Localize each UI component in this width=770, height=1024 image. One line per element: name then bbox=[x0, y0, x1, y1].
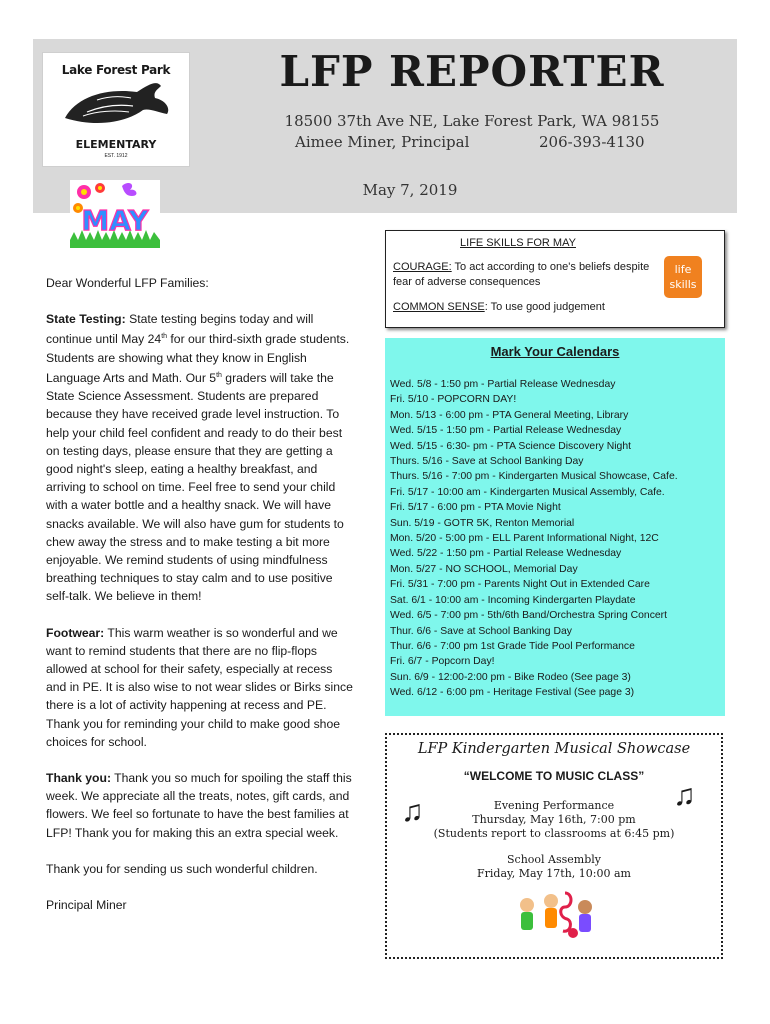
common-sense-definition bbox=[393, 300, 653, 315]
letter-greeting: Dear Wonderful LFP Families: bbox=[46, 276, 209, 290]
calendar-item: Thur. 6/6 - 7:00 pm 1st Grade Tide Pool Performance bbox=[390, 640, 635, 652]
evening-performance-date: Thursday, May 16th, 7:00 pm bbox=[472, 813, 636, 826]
state-testing-text-3: graders will take the State Science Assessment. Students are prepared because they have received grade level instruction. To help your child feel confident and ready to do their best on testing days, please ensure that they are getting a good night's sleep, eating a healthy breakfast, and arriving to school on time. Feel free to send your child with a water bottle and a healthy snack. We will have snacks available. We will also have gum for students to chew away the stress and to make testing a bit more enjoyable. We remind students of using mindfulness breathing techniques to stay calm and to use positive self-talk. We believe in them! bbox=[46, 370, 344, 604]
thank-you-text: Thank you so much for spoiling the staff this week. We appreciate all the treats, notes, gift cards, and flowers. We feel so fortunate to have the best families at LFP! Thank you for making this an extra special week. bbox=[46, 771, 352, 840]
life-skills-box bbox=[385, 230, 725, 328]
state-testing-paragraph bbox=[46, 310, 356, 605]
calendar-item: Sun. 5/19 - GOTR 5K, Renton Memorial bbox=[390, 517, 575, 529]
singing-kids-icon bbox=[513, 889, 603, 943]
calendar-title: Mark Your Calendars bbox=[490, 344, 620, 359]
school-logo bbox=[42, 52, 190, 167]
calendar-item: Thurs. 5/16 - 7:00 pm - Kindergarten Musical Showcase, Cafe. bbox=[390, 471, 678, 483]
calendar-item: Wed. 6/5 - 7:00 pm - 5th/6th Band/Orchestra Spring Concert bbox=[390, 610, 668, 622]
footwear-label: Footwear: bbox=[46, 625, 105, 640]
evening-performance-label: Evening Performance bbox=[493, 799, 615, 812]
footwear-paragraph bbox=[46, 624, 356, 751]
calendar-item: Wed. 5/22 - 1:50 pm - Partial Release Wednesday bbox=[390, 548, 622, 560]
calendar-item: Fri. 5/31 - 7:00 pm - Parents Night Out in Extended Care bbox=[390, 579, 650, 591]
school-phone: 206-393-4130 bbox=[539, 133, 645, 151]
calendar-item: Fri. 5/17 - 6:00 pm - PTA Movie Night bbox=[390, 502, 561, 514]
orca-logo-icon bbox=[57, 78, 175, 138]
showcase-title: LFP Kindergarten Musical Showcase bbox=[417, 741, 691, 757]
may-flowers-image bbox=[70, 180, 160, 248]
life-skills-badge-icon bbox=[663, 255, 703, 299]
showcase-welcome: “WELCOME TO MUSIC CLASS” bbox=[463, 769, 645, 783]
logo-top-text: Lake Forest Park bbox=[61, 63, 171, 77]
calendar-item: Wed. 6/12 - 6:00 pm - Heritage Festival (See page 3) bbox=[390, 687, 635, 699]
music-note-icon: ♫ bbox=[401, 795, 424, 828]
calendar-item: Fri. 6/7 - Popcorn Day! bbox=[390, 656, 495, 668]
school-assembly-date: Friday, May 17th, 10:00 am bbox=[477, 867, 631, 880]
letter-signature: Principal Miner bbox=[46, 898, 127, 913]
common-sense-label: COMMON SENSE bbox=[393, 301, 485, 313]
calendar-item: Mon. 5/13 - 6:00 pm - PTA General Meeting, Library bbox=[390, 409, 629, 421]
issue-date: May 7, 2019 bbox=[362, 181, 458, 199]
courage-text: To act according to one's beliefs despite fear of adverse consequences bbox=[393, 261, 650, 288]
calendar-item: Mon. 5/27 - NO SCHOOL, Memorial Day bbox=[390, 563, 578, 575]
thank-you-paragraph bbox=[46, 769, 356, 842]
courage-label: COURAGE: bbox=[393, 261, 452, 273]
logo-est-text: EST. 1912 bbox=[104, 153, 128, 159]
state-testing-text-1: State testing begins today and will continue until May 24 bbox=[46, 312, 314, 347]
calendar-item: Wed. 5/15 - 6:30- pm - PTA Science Discovery Night bbox=[390, 440, 632, 452]
calendar-item: Fri. 5/10 - POPCORN DAY! bbox=[390, 394, 517, 406]
calendar-item: Sat. 6/1 - 10:00 am - Incoming Kindergarten Playdate bbox=[390, 594, 636, 606]
badge-line-2: skills bbox=[669, 278, 697, 291]
state-testing-text-2: for our third-sixth grade students. Students are showing what they know in English Language Arts and Math. Our 5 bbox=[46, 332, 350, 385]
calendar-item: Sun. 6/9 - 12:00-2:00 pm - Bike Rodeo (See page 3) bbox=[390, 671, 631, 683]
school-address: 18500 37th Ave NE, Lake Forest Park, WA 98155 bbox=[284, 112, 660, 130]
calendar-box bbox=[385, 338, 725, 716]
footwear-text: This warm weather is so wonderful and we want to remind students that there are no flip-flops allowed at school for their safety, especially at recess and in PE. It is also wise to not wear slides or Birks since there is a lot of activity happening at recess and PE. Thank you for reminding your child to make good shoe choices for school. bbox=[46, 625, 353, 749]
logo-bottom-text: ELEMENTARY bbox=[75, 138, 157, 151]
newsletter-title: LFP REPORTER bbox=[279, 47, 665, 96]
common-sense-text: : To use good judgement bbox=[484, 301, 605, 313]
state-testing-label: State Testing: bbox=[46, 312, 126, 327]
state-testing-sup-2: th bbox=[216, 371, 222, 379]
calendar-item: Thurs. 5/16 - Save at School Banking Day bbox=[390, 456, 584, 468]
principal-name: Aimee Miner, Principal bbox=[295, 133, 470, 151]
musical-showcase-box bbox=[385, 733, 723, 959]
principal-letter bbox=[46, 274, 356, 932]
life-skills-title: LIFE SKILLS FOR MAY bbox=[460, 237, 576, 249]
calendar-item: Thur. 6/6 - Save at School Banking Day bbox=[390, 625, 572, 637]
music-note-icon: ♫ bbox=[673, 779, 696, 812]
school-assembly-label: School Assembly bbox=[507, 853, 601, 866]
badge-line-1: life bbox=[674, 263, 692, 276]
calendar-item: Wed. 5/8 - 1:50 pm - Partial Release Wednesday bbox=[390, 379, 616, 390]
calendar-list bbox=[390, 377, 724, 701]
evening-performance-note: (Students report to classrooms at 6:45 pm) bbox=[433, 827, 675, 840]
courage-definition bbox=[393, 260, 653, 290]
calendar-item: Mon. 5/20 - 5:00 pm - ELL Parent Informational Night, 12C bbox=[390, 533, 659, 545]
may-image-text: MAY bbox=[81, 204, 149, 237]
state-testing-sup-1: th bbox=[161, 333, 168, 341]
letter-closing: Thank you for sending us such wonderful children. bbox=[46, 861, 318, 876]
calendar-item: Fri. 5/17 - 10:00 am - Kindergarten Musical Assembly, Cafe. bbox=[390, 486, 665, 498]
thank-you-label: Thank you: bbox=[46, 771, 112, 785]
calendar-item: Wed. 5/15 - 1:50 pm - Partial Release Wednesday bbox=[390, 425, 622, 437]
